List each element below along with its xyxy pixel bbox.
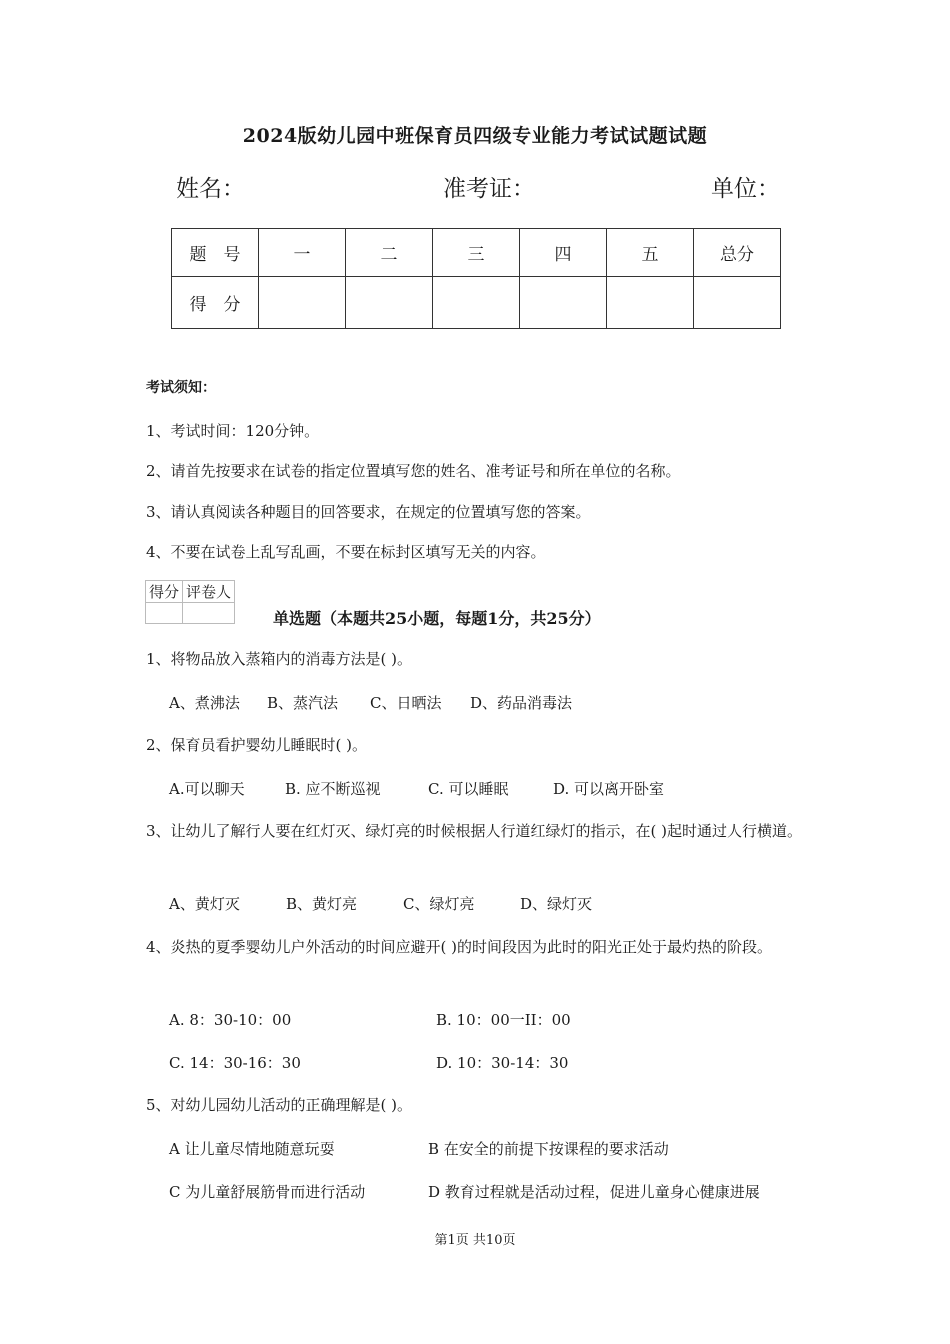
score-table-header-1: 一	[259, 229, 346, 277]
q5-option-a: A 让儿童尽情地随意玩耍	[169, 1140, 335, 1158]
q2-option-c: C. 可以睡眠	[428, 780, 509, 798]
score-cell-3[interactable]	[433, 277, 520, 329]
score-table	[171, 228, 781, 329]
q3-option-c: C、绿灯亮	[403, 895, 475, 913]
page-title: 2024版幼儿园中班保育员四级专业能力考试试题试题	[242, 125, 708, 147]
score-table-header-5: 五	[607, 229, 694, 277]
notes-heading: 考试须知：	[146, 380, 216, 396]
q3-option-b: B、黄灯亮	[286, 895, 358, 913]
q1-option-c: C、日晒法	[370, 694, 442, 712]
score-table-header-3: 三	[433, 229, 520, 277]
score-cell-4[interactable]	[520, 277, 607, 329]
q5-option-d: D 教育过程就是活动过程，促进儿童身心健康进展	[428, 1183, 760, 1201]
q4-option-a: A. 8：30-10：00	[169, 1011, 292, 1029]
grader-score-cell[interactable]	[146, 603, 183, 624]
q2-option-d: D. 可以离开卧室	[553, 780, 665, 798]
score-cell-5[interactable]	[607, 277, 694, 329]
score-cell-total[interactable]	[694, 277, 781, 329]
question-stem-3: 3、让幼儿了解行人要在红灯灭、绿灯亮的时候根据人行道红绿灯的指示，在( )起时通过人行横道。	[146, 822, 803, 840]
page-footer: 第1页 共10页	[434, 1233, 516, 1248]
score-table-header-total: 总分	[694, 229, 781, 277]
q5-option-b: B 在安全的前提下按课程的要求活动	[428, 1140, 669, 1158]
grader-reviewer-label: 评卷人	[183, 581, 235, 603]
q4-option-d: D. 10：30-14：30	[436, 1054, 569, 1072]
score-cell-2[interactable]	[346, 277, 433, 329]
q4-option-c: C. 14：30-16：30	[169, 1054, 301, 1072]
question-stem-2: 2、保育员看护婴幼儿睡眠时( )。	[146, 736, 368, 754]
exam-id-field-label: 准考证：	[443, 176, 535, 202]
q3-option-a: A、黄灯灭	[169, 895, 240, 913]
grader-box	[145, 580, 235, 624]
q1-option-d: D、药品消毒法	[470, 694, 573, 712]
q1-option-b: B、蒸汽法	[267, 694, 339, 712]
question-stem-4: 4、炎热的夏季婴幼儿户外活动的时间应避开( )的时间段因为此时的阳光正处于最灼热的阶段。	[146, 938, 773, 956]
note-item: 1、考试时间：120分钟。	[146, 422, 320, 440]
score-row-label: 得 分	[172, 277, 259, 329]
score-table-header-4: 四	[520, 229, 607, 277]
q5-option-c: C 为儿童舒展筋骨而进行活动	[169, 1183, 366, 1201]
name-field-label: 姓名：	[176, 176, 245, 202]
q1-option-a: A、煮沸法	[169, 694, 240, 712]
score-cell-1[interactable]	[259, 277, 346, 329]
note-item: 2、请首先按要求在试卷的指定位置填写您的姓名、准考证号和所在单位的名称。	[146, 462, 681, 480]
unit-field-label: 单位：	[711, 176, 780, 202]
note-item: 3、请认真阅读各种题目的回答要求，在规定的位置填写您的答案。	[146, 503, 591, 521]
q3-option-d: D、绿灯灭	[520, 895, 593, 913]
grader-reviewer-cell[interactable]	[183, 603, 235, 624]
score-table-header-label: 题 号	[172, 229, 259, 277]
grader-score-label: 得分	[146, 581, 183, 603]
score-table-header-2: 二	[346, 229, 433, 277]
q2-option-a: A.可以聊天	[169, 780, 245, 798]
question-stem-5: 5、对幼儿园幼儿活动的正确理解是( )。	[146, 1096, 413, 1114]
question-stem-1: 1、将物品放入蒸箱内的消毒方法是( )。	[146, 650, 413, 668]
note-item: 4、不要在试卷上乱写乱画，不要在标封区填写无关的内容。	[146, 543, 546, 561]
section-title: 单选题（本题共25小题，每题1分，共25分）	[273, 609, 601, 628]
q2-option-b: B. 应不断巡视	[285, 780, 381, 798]
q4-option-b: B. 10：00一II：00	[436, 1011, 571, 1029]
